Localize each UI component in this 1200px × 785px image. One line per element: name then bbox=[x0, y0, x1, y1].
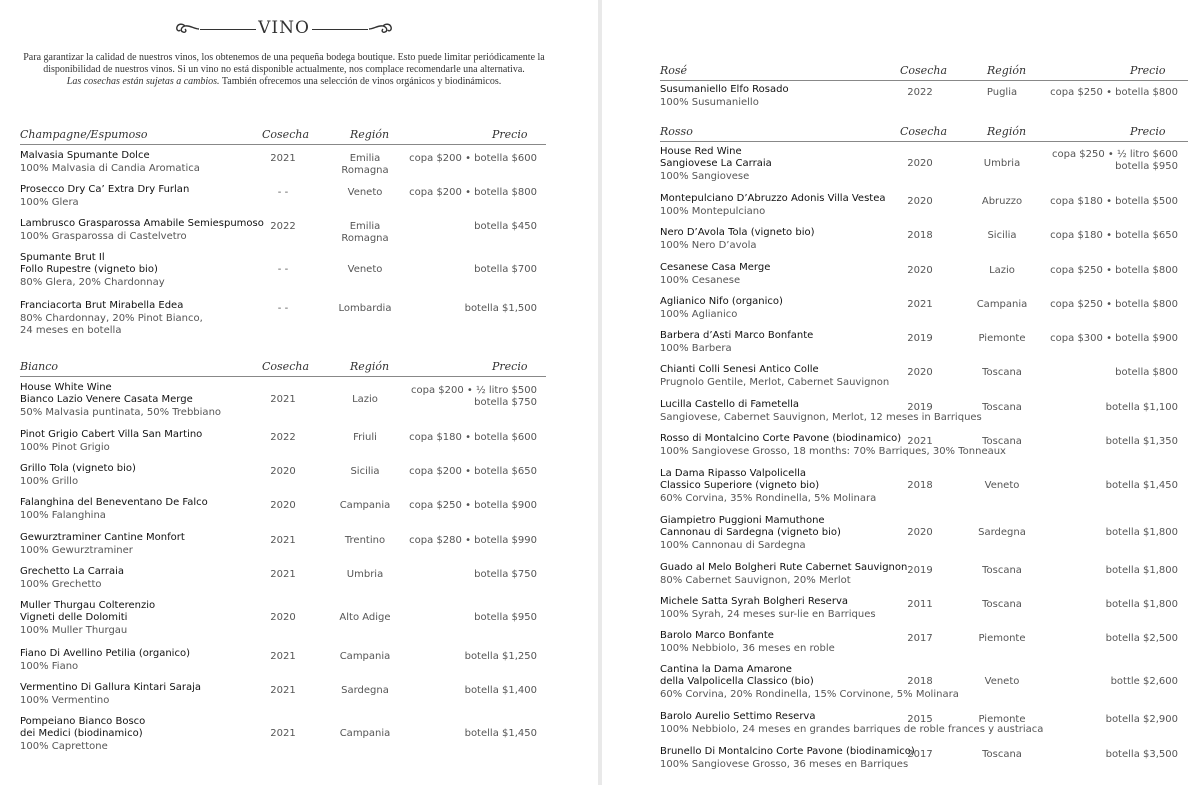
wine-vintage: 2021 bbox=[907, 299, 933, 310]
wine-vintage: 2021 bbox=[270, 685, 296, 696]
wine-grapes: 100% Gewurztraminer bbox=[20, 545, 133, 556]
wine-region: Toscana bbox=[982, 749, 1022, 760]
title-rule-right bbox=[312, 29, 368, 30]
wine-region: Umbria bbox=[346, 569, 384, 580]
wine-grapes: 100% Grechetto bbox=[20, 579, 102, 590]
wine-price: copa $200 • botella $800 bbox=[409, 187, 537, 198]
wine-grapes: 100% Syrah, 24 meses sur-lie en Barriques bbox=[660, 609, 876, 620]
wine-region: Sicilia bbox=[987, 230, 1017, 241]
wine-price: botella $750 bbox=[474, 569, 537, 580]
wine-row bbox=[20, 150, 546, 180]
wine-name: Fiano Di Avellino Petilia (organico) bbox=[20, 648, 190, 659]
wine-vintage: 2020 bbox=[907, 196, 933, 207]
wine-region: Lazio bbox=[989, 265, 1015, 276]
wine-name: Barolo Marco Bonfante bbox=[660, 630, 774, 641]
wine-vintage: 2011 bbox=[907, 599, 933, 610]
vintage-column-header: Cosecha bbox=[262, 128, 309, 141]
wine-price: botella $700 bbox=[474, 264, 537, 275]
wine-grapes: 100% Falanghina bbox=[20, 510, 106, 521]
wine-vintage: - - bbox=[277, 264, 289, 275]
wine-name: Susumaniello Elfo Rosado bbox=[660, 84, 789, 95]
wine-name: Franciacorta Brut Mirabella Edea bbox=[20, 300, 184, 311]
section-title: Rosso bbox=[660, 125, 693, 138]
wine-vintage: 2018 bbox=[907, 480, 933, 491]
wine-region: Campania bbox=[339, 651, 391, 662]
wine-price: copa $250 • botella $800 bbox=[1050, 265, 1178, 276]
wine-price: botella $800 bbox=[1115, 367, 1178, 378]
wine-name: Rosso di Montalcino Corte Pavone (biodinamico) bbox=[660, 433, 902, 444]
wine-vintage: 2021 bbox=[270, 153, 296, 164]
wine-price: botella $2,500 bbox=[1105, 633, 1178, 644]
wine-name: Pompeiano Bianco Bosco dei Medici (biodinamico) bbox=[20, 716, 146, 739]
wine-price: copa $280 • botella $990 bbox=[409, 535, 537, 546]
wine-name: Malvasia Spumante Dolce bbox=[20, 150, 150, 161]
wine-grapes: 100% Malvasia di Candia Aromatica bbox=[20, 163, 200, 174]
wine-grapes: 100% Sangiovese Grosso, 36 meses en Barriques bbox=[660, 759, 909, 770]
wine-grapes: 100% Grillo bbox=[20, 476, 79, 487]
wine-region: Puglia bbox=[986, 87, 1018, 98]
wine-grapes: 100% Fiano bbox=[20, 661, 79, 672]
wine-vintage: 2020 bbox=[270, 612, 296, 623]
wine-region: Lombardia bbox=[338, 303, 392, 314]
flourish-left-icon bbox=[176, 22, 200, 36]
wine-vintage: - - bbox=[277, 187, 289, 198]
wine-region: Sardegna bbox=[341, 685, 389, 696]
wine-name: Muller Thurgau Colterenzio Vigneti delle Dolomiti bbox=[20, 600, 156, 623]
wine-grapes: 100% Nebbiolo, 36 meses en roble bbox=[660, 643, 835, 654]
wine-row bbox=[20, 648, 546, 678]
wine-region: Sicilia bbox=[350, 466, 380, 477]
price-column-header: Precio bbox=[1130, 125, 1166, 138]
wine-region: Campania bbox=[339, 728, 391, 739]
wine-name: Lambrusco Grasparossa Amabile Semiespumoso bbox=[20, 218, 264, 229]
wine-vintage: 2021 bbox=[270, 569, 296, 580]
wine-row bbox=[20, 382, 546, 418]
wine-vintage: 2022 bbox=[270, 432, 296, 443]
wine-name: Michele Satta Syrah Bolgheri Reserva bbox=[660, 596, 848, 607]
page-title: VINO bbox=[258, 18, 310, 38]
wine-name: Grillo Tola (vigneto bio) bbox=[20, 463, 136, 474]
wine-grapes: 100% Grasparossa di Castelvetro bbox=[20, 231, 187, 242]
wine-name: La Dama Ripasso Valpolicella Classico Superiore (vigneto bio) bbox=[660, 468, 820, 491]
wine-price: copa $200 • botella $650 bbox=[409, 466, 537, 477]
wine-vintage: 2019 bbox=[907, 333, 933, 344]
price-column-header: Precio bbox=[492, 360, 528, 373]
wine-vintage: 2015 bbox=[907, 714, 933, 725]
wine-grapes: 80% Chardonnay, 20% Pinot Bianco, 24 meses en botella bbox=[20, 313, 203, 336]
wine-vintage: - - bbox=[277, 303, 289, 314]
wine-row bbox=[20, 463, 546, 493]
wine-region: Emilia Romagna bbox=[341, 153, 389, 176]
wine-region: Toscana bbox=[982, 402, 1022, 413]
wine-price: botella $1,100 bbox=[1105, 402, 1178, 413]
wine-row bbox=[660, 227, 1188, 257]
wine-name: Barbera d’Asti Marco Bonfante bbox=[660, 330, 814, 341]
section-title: Bianco bbox=[20, 360, 59, 373]
wine-region: Piemonte bbox=[978, 333, 1026, 344]
wine-name: Guado al Melo Bolgheri Rute Cabernet Sauvignon bbox=[660, 562, 908, 573]
wine-price: botella $3,500 bbox=[1105, 749, 1178, 760]
wine-name: Pinot Grigio Cabert Villa San Martino bbox=[20, 429, 203, 440]
wine-grapes: 80% Cabernet Sauvignon, 20% Merlot bbox=[660, 575, 851, 586]
wine-grapes: 100% Nebbiolo, 24 meses en grandes barriques de roble frances y austriaca bbox=[660, 724, 1044, 735]
section-title: Champagne/Espumoso bbox=[20, 128, 148, 141]
vintage-column-header: Cosecha bbox=[900, 64, 947, 77]
wine-vintage: 2018 bbox=[907, 230, 933, 241]
wine-grapes: 100% Muller Thurgau bbox=[20, 625, 128, 636]
wine-name: Cesanese Casa Merge bbox=[660, 262, 771, 273]
wine-grapes: 100% Sangiovese Grosso, 18 months: 70% Barriques, 30% Tonneaux bbox=[660, 446, 1006, 457]
wine-region: Sardegna bbox=[978, 527, 1026, 538]
wine-row bbox=[660, 364, 1188, 394]
wine-region: Veneto bbox=[347, 264, 383, 275]
wine-vintage: 2020 bbox=[270, 500, 296, 511]
wine-row bbox=[20, 566, 546, 596]
wine-region: Toscana bbox=[982, 367, 1022, 378]
wine-row bbox=[20, 184, 546, 214]
wine-vintage: 2022 bbox=[907, 87, 933, 98]
wine-price: botella $1,800 bbox=[1105, 527, 1178, 538]
wine-name: Cantina la Dama Amarone della Valpolicella Classico (bio) bbox=[660, 664, 814, 687]
wine-vintage: 2021 bbox=[270, 535, 296, 546]
wine-region: Abruzzo bbox=[981, 196, 1023, 207]
wine-region: Alto Adige bbox=[339, 612, 391, 623]
wine-vintage: 2021 bbox=[270, 394, 296, 405]
region-column-header: Región bbox=[987, 64, 1027, 77]
wine-grapes: 100% Susumaniello bbox=[660, 97, 759, 108]
wine-row bbox=[20, 300, 546, 336]
wine-grapes: 100% Caprettone bbox=[20, 741, 108, 752]
wine-name: Nero D’Avola Tola (vigneto bio) bbox=[660, 227, 815, 238]
right-page bbox=[602, 0, 1200, 785]
wine-row bbox=[660, 711, 1188, 741]
wine-region: Toscana bbox=[982, 565, 1022, 576]
wine-row bbox=[20, 532, 546, 562]
wine-vintage: 2017 bbox=[907, 633, 933, 644]
wine-region: Toscana bbox=[982, 436, 1022, 447]
wine-row bbox=[660, 193, 1188, 223]
wine-row bbox=[660, 664, 1188, 700]
wine-name: Gewurztraminer Cantine Monfort bbox=[20, 532, 185, 543]
wine-row bbox=[660, 399, 1188, 429]
wine-vintage: 2021 bbox=[907, 436, 933, 447]
wine-price: copa $300 • botella $900 bbox=[1050, 333, 1178, 344]
wine-price: copa $200 • botella $600 bbox=[409, 153, 537, 164]
wine-row bbox=[660, 746, 1188, 776]
wine-grapes: 100% Cannonau di Sardegna bbox=[660, 540, 806, 551]
left-page bbox=[0, 0, 598, 785]
price-column-header: Precio bbox=[492, 128, 528, 141]
wine-region: Friuli bbox=[353, 432, 377, 443]
wine-region: Campania bbox=[339, 500, 391, 511]
wine-name: Falanghina del Beneventano De Falco bbox=[20, 497, 208, 508]
wine-name: Montepulciano D’Abruzzo Adonis Villa Vestea bbox=[660, 193, 886, 204]
wine-vintage: 2021 bbox=[270, 728, 296, 739]
wine-row bbox=[20, 429, 546, 459]
wine-row bbox=[20, 497, 546, 527]
wine-name: Barolo Aurelio Settimo Reserva bbox=[660, 711, 816, 722]
region-column-header: Región bbox=[987, 125, 1027, 138]
wine-name: Brunello Di Montalcino Corte Pavone (biodinamico) bbox=[660, 746, 915, 757]
wine-grapes: 60% Corvina, 20% Rondinella, 15% Corvinone, 5% Molinara bbox=[660, 689, 959, 700]
wine-price: botella $1,800 bbox=[1105, 565, 1178, 576]
intro-text bbox=[14, 52, 554, 88]
wine-name: House Red Wine Sangiovese La Carraia bbox=[660, 146, 772, 169]
wine-region: Emilia Romagna bbox=[341, 221, 389, 244]
wine-price: botella $2,900 bbox=[1105, 714, 1178, 725]
wine-price: botella $1,450 bbox=[1105, 480, 1178, 491]
wine-name: Spumante Brut Il Follo Rupestre (vigneto bio) bbox=[20, 252, 158, 275]
wine-row bbox=[660, 433, 1188, 463]
wine-grapes: 100% Nero D’avola bbox=[660, 240, 757, 251]
intro-line-3 bbox=[14, 76, 554, 88]
wine-row bbox=[20, 252, 546, 288]
wine-price: copa $180 • botella $600 bbox=[409, 432, 537, 443]
intro-line-1: Para garantizar la calidad de nuestros vinos, los obtenemos de una pequeña bodega boutique. Esto puede limitar periódicamente la bbox=[23, 52, 545, 63]
wine-vintage: 2022 bbox=[270, 221, 296, 232]
wine-vintage: 2020 bbox=[270, 466, 296, 477]
wine-vintage: 2017 bbox=[907, 749, 933, 760]
wine-row bbox=[660, 84, 1188, 114]
wine-row bbox=[660, 330, 1188, 360]
wine-grapes: 100% Sangiovese bbox=[660, 171, 750, 182]
wine-name: Prosecco Dry Ca’ Extra Dry Furlan bbox=[20, 184, 190, 195]
wine-row bbox=[660, 515, 1188, 551]
wine-row bbox=[20, 716, 546, 752]
wine-row bbox=[20, 682, 546, 712]
wine-row bbox=[660, 146, 1188, 182]
wine-name: Chianti Colli Senesi Antico Colle bbox=[660, 364, 819, 375]
wine-region: Trentino bbox=[344, 535, 386, 546]
wine-price: copa $180 • botella $500 bbox=[1050, 196, 1178, 207]
wine-grapes: 100% Aglianico bbox=[660, 309, 738, 320]
wine-name: Giampietro Puggioni Mamuthone Cannonau di Sardegna (vigneto bio) bbox=[660, 515, 841, 538]
wine-price: botella $1,450 bbox=[464, 728, 537, 739]
wine-price: copa $200 • ½ litro $500 botella $750 bbox=[411, 385, 537, 408]
wine-region: Campania bbox=[976, 299, 1028, 310]
section-title: Rosé bbox=[660, 64, 688, 77]
wine-price: botella $450 bbox=[474, 221, 537, 232]
wine-grapes: 50% Malvasia puntinata, 50% Trebbiano bbox=[20, 407, 222, 418]
wine-row bbox=[660, 468, 1188, 504]
section-header-espumoso bbox=[20, 128, 546, 145]
wine-region: Umbria bbox=[983, 158, 1021, 169]
wine-grapes: 100% Vermentino bbox=[20, 695, 110, 706]
wine-vintage: 2020 bbox=[907, 265, 933, 276]
wine-grapes: 100% Cesanese bbox=[660, 275, 741, 286]
wine-grapes: 80% Glera, 20% Chardonnay bbox=[20, 277, 165, 288]
wine-region: Piemonte bbox=[978, 714, 1026, 725]
wine-price: botella $1,400 bbox=[464, 685, 537, 696]
wine-name: Grechetto La Carraia bbox=[20, 566, 124, 577]
wine-region: Veneto bbox=[984, 480, 1020, 491]
wine-name: Aglianico Nifo (organico) bbox=[660, 296, 783, 307]
menu-title-block bbox=[176, 16, 392, 44]
wine-vintage: 2019 bbox=[907, 565, 933, 576]
wine-grapes: 60% Corvina, 35% Rondinella, 5% Molinara bbox=[660, 493, 877, 504]
title-rule-left bbox=[200, 29, 256, 30]
wine-vintage: 2020 bbox=[907, 158, 933, 169]
wine-row bbox=[660, 596, 1188, 626]
wine-price: copa $250 • botella $900 bbox=[409, 500, 537, 511]
wine-price: copa $250 • ½ litro $600 botella $950 bbox=[1052, 149, 1178, 172]
wine-price: copa $180 • botella $650 bbox=[1050, 230, 1178, 241]
wine-vintage: 2020 bbox=[907, 527, 933, 538]
wine-name: Lucilla Castello di Fametella bbox=[660, 399, 800, 410]
vintage-column-header: Cosecha bbox=[262, 360, 309, 373]
wine-price: botella $1,250 bbox=[464, 651, 537, 662]
wine-price: botella $950 bbox=[474, 612, 537, 623]
wine-row bbox=[660, 296, 1188, 326]
wine-price: copa $250 • botella $800 bbox=[1050, 299, 1178, 310]
wine-name: Vermentino Di Gallura Kintari Saraja bbox=[20, 682, 201, 693]
section-header-bianco bbox=[20, 360, 546, 377]
section-header-rose bbox=[660, 64, 1188, 81]
wine-grapes: 100% Barbera bbox=[660, 343, 732, 354]
wine-region: Toscana bbox=[982, 599, 1022, 610]
wine-vintage: 2021 bbox=[270, 651, 296, 662]
flourish-right-icon bbox=[368, 22, 392, 36]
wine-grapes: 100% Glera bbox=[20, 197, 79, 208]
wine-region: Veneto bbox=[984, 676, 1020, 687]
intro-line-2: disponibilidad de nuestros vinos. Si un vino no está disponible actualmente, nos complace recomendarle una alternativa. bbox=[43, 64, 525, 75]
wine-row bbox=[660, 630, 1188, 660]
wine-row bbox=[20, 218, 546, 248]
wine-name: House White Wine Bianco Lazio Venere Casata Merge bbox=[20, 382, 193, 405]
wine-region: Veneto bbox=[347, 187, 383, 198]
region-column-header: Región bbox=[350, 128, 390, 141]
wine-region: Piemonte bbox=[978, 633, 1026, 644]
intro-italic: Las cosechas están sujetas a cambios. bbox=[66, 76, 220, 87]
wine-vintage: 2018 bbox=[907, 676, 933, 687]
intro-rest: También ofrecemos una selección de vinos orgánicos y biodinámicos. bbox=[221, 76, 502, 87]
wine-price: botella $1,800 bbox=[1105, 599, 1178, 610]
wine-grapes: Sangiovese, Cabernet Sauvignon, Merlot, 12 meses in Barriques bbox=[660, 412, 982, 423]
wine-price: copa $250 • botella $800 bbox=[1050, 87, 1178, 98]
wine-grapes: Prugnolo Gentile, Merlot, Cabernet Sauvignon bbox=[660, 377, 890, 388]
wine-row bbox=[20, 600, 546, 636]
wine-price: bottle $2,600 bbox=[1110, 676, 1178, 687]
wine-grapes: 100% Montepulciano bbox=[660, 206, 766, 217]
wine-region: Lazio bbox=[352, 394, 378, 405]
price-column-header: Precio bbox=[1130, 64, 1166, 77]
wine-grapes: 100% Pinot Grigio bbox=[20, 442, 110, 453]
wine-price: botella $1,350 bbox=[1105, 436, 1178, 447]
wine-row bbox=[660, 562, 1188, 592]
section-header-rosso bbox=[660, 125, 1188, 142]
wine-row bbox=[660, 262, 1188, 292]
wine-price: botella $1,500 bbox=[464, 303, 537, 314]
wine-vintage: 2019 bbox=[907, 402, 933, 413]
vintage-column-header: Cosecha bbox=[900, 125, 947, 138]
wine-vintage: 2020 bbox=[907, 367, 933, 378]
region-column-header: Región bbox=[350, 360, 390, 373]
